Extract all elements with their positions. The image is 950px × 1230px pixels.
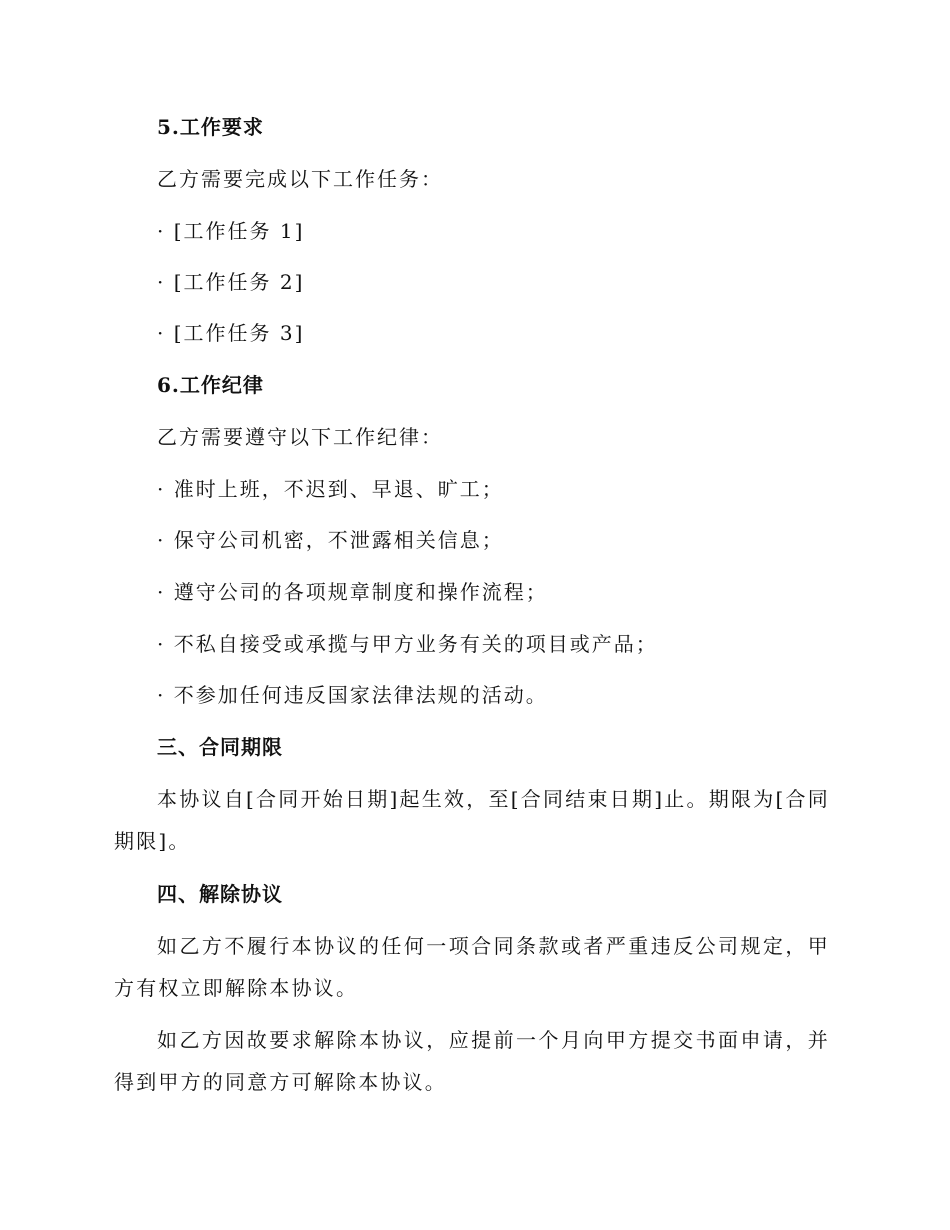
section-4-heading: 四、解除协议 bbox=[157, 882, 283, 906]
list-item: · 准时上班，不迟到、早退、旷工； bbox=[157, 477, 504, 501]
section-3-paragraph: 本协议自[合同开始日期]起生效，至[合同结束日期]止。期限为[合同期限]。 bbox=[114, 787, 830, 853]
list-item: · [工作任务 3] bbox=[157, 321, 305, 345]
section-6-intro: 乙方需要遵守以下工作纪律： bbox=[157, 425, 443, 449]
list-item: · 保守公司机密，不泄露相关信息； bbox=[157, 528, 504, 552]
list-item: · 不参加任何违反国家法律法规的活动。 bbox=[157, 683, 548, 707]
section-4-paragraph-1: 如乙方不履行本协议的任何一项合同条款或者严重违反公司规定，甲方有权立即解除本协议。 bbox=[114, 934, 830, 1000]
list-item: · 遵守公司的各项规章制度和操作流程； bbox=[157, 580, 548, 604]
list-item: · 不私自接受或承揽与甲方业务有关的项目或产品； bbox=[157, 632, 658, 656]
section-6-heading: 6.工作纪律 bbox=[157, 373, 264, 397]
list-item: · [工作任务 1] bbox=[157, 219, 305, 243]
list-item: · [工作任务 2] bbox=[157, 270, 305, 294]
section-5-heading: 5.工作要求 bbox=[157, 115, 264, 139]
section-4-paragraph-2: 如乙方因故要求解除本协议，应提前一个月向甲方提交书面申请，并得到甲方的同意方可解除本协议。 bbox=[114, 1028, 830, 1094]
section-5-intro: 乙方需要完成以下工作任务： bbox=[157, 167, 443, 191]
section-3-heading: 三、合同期限 bbox=[157, 735, 283, 759]
